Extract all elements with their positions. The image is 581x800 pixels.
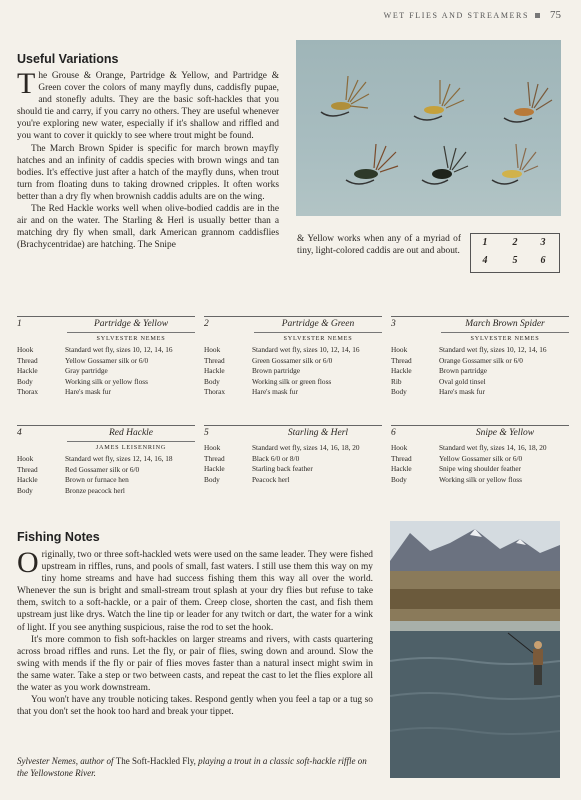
useful-variations-text [17,67,279,251]
caption-post: playing a trout in a classic soft-hackle riffle on the Yellowstone River. [17,756,367,778]
useful-variations-heading: Useful Variations [17,52,119,66]
recipe-row [391,387,569,398]
recipe-row [391,356,569,367]
recipe-value: Hare's mask fur [252,387,298,397]
photo-key-2: 2 [512,237,518,248]
recipe-row [17,345,195,356]
useful-variations-p1: he Grouse & Orange, Partridge & Yellow, and Partridge & Green cover the colors of many mayfly duns, caddisfly pupae, and stonefly adults. They are the basic soft-hackles that you should tie and carry, if you carry no others. They are useful whenever you're exploring new water, especially if it's shallow and riffled and you want to cover it quickly to see where trout might be found. [17,71,279,142]
recipe-key: Rib [391,376,402,386]
pattern-tier: SYLVESTER NEMES [254,332,382,342]
pattern-number: 1 [17,319,22,329]
pattern-card-3 [391,316,569,398]
recipe-value: Black 6/0 or 8/0 [252,453,300,463]
useful-variations-continued [297,233,461,257]
recipe-value: Yellow Gossamer silk or 6/0 [439,453,523,463]
recipe-row [204,345,382,356]
recipe-key: Hackle [391,366,412,376]
pattern-title: Red Hackle [108,428,154,438]
recipe-key: Hook [391,443,408,452]
recipe-value: Working silk or yellow floss [65,376,148,386]
recipe-row [204,475,382,486]
recipe-key: Hackle [204,464,225,474]
photo-key-3: 3 [540,237,546,248]
fishing-notes-heading: Fishing Notes [17,530,100,544]
photo-key-4: 4 [482,255,488,266]
recipe-value: Yellow Gossamer silk or 6/0 [65,355,149,365]
recipe-value: Hare's mask fur [439,387,485,397]
recipe-row [391,377,569,388]
recipe-row [17,387,195,398]
recipe-value: Hare's mask fur [65,387,111,397]
recipe-key: Body [391,387,407,397]
recipe-row [17,377,195,388]
recipe-key: Hackle [17,475,38,485]
river-scene [390,521,560,778]
pattern-title: Partridge & Green [281,319,355,329]
pattern-card-2 [204,316,382,398]
fly-1 [321,76,369,116]
caption-pre: author of [77,756,116,766]
pattern-number: 6 [391,428,396,438]
recipe-value: Standard wet fly, sizes 10, 12, 14, 16 [65,345,173,354]
recipe-key: Hook [204,345,221,354]
pattern-card-5 [204,425,382,485]
recipe-value: Standard wet fly, sizes 12, 14, 16, 18 [65,454,173,463]
recipe-value: Working silk or yellow floss [439,474,522,484]
recipe-key: Thread [391,453,412,463]
recipe-row [17,366,195,377]
pattern-number: 5 [204,428,209,438]
pattern-title: Snipe & Yellow [475,428,535,438]
recipe-row [17,475,195,486]
recipe-key: Body [391,474,407,484]
recipe-value: Working silk or green floss [252,376,332,386]
recipe-key: Hackle [391,464,412,474]
recipe-key: Thread [391,355,412,365]
recipe-key: Thorax [204,387,226,397]
recipe-row [204,443,382,454]
recipe-value: Standard wet fly, sizes 14, 16, 18, 20 [252,443,360,452]
pattern-tier: SYLVESTER NEMES [67,332,195,342]
fly-2 [414,80,464,120]
recipe-value: Peacock herl [252,474,290,484]
recipe-key: Hook [204,443,221,452]
pattern-tier: JAMES LEISENRING [67,441,195,451]
photo-key-grid [470,233,560,273]
recipe-key: Body [204,376,220,386]
recipe-key: Body [17,485,33,495]
recipe-value: Gray partridge [65,366,108,376]
recipe-value: Red Gossamer silk or 6/0 [65,464,140,474]
running-title: WET FLIES AND STREAMERS [383,11,529,20]
fishing-notes-text [17,546,373,718]
recipe-key: Thorax [17,387,39,397]
recipe-key: Hook [17,454,34,463]
recipe-value: Bronze peacock herl [65,485,125,495]
recipe-row [17,356,195,367]
useful-variations-p2: The March Brown Spider is specific for march brown mayfly hatches and an infinity of caddis species with brown wings and tan bodies. It's effective just after a hatch of the mayfly duns, when trout turn from floating duns to taking drowned cripples. It often works better than a dry fly when brownish caddis adults are on the wing. [17,143,279,202]
running-header [0,0,581,28]
fishing-notes-dropcap: O [17,546,39,579]
useful-variations-p3: The Red Hackle works well when olive-bodied caddis are in the air and on the water. The Starling & Herl is usually better than a matching dry fly when small, dark American grannom caddisflies (Brachycentridae) are hatching. The Snipe [17,204,279,251]
recipe-key: Thread [204,355,225,365]
recipe-value: Oval gold tinsel [439,376,486,386]
caption-book-title: The Soft-Hackled Fly, [115,756,196,766]
recipe-value: Brown or furnace hen [65,475,129,485]
fishing-notes-p3: You won't have any trouble noticing takes. Respond gently when you feel a tap or a tug so that you don't set the hook too hard and break your tippet. [17,695,373,718]
recipe-row [17,486,195,497]
recipe-row [204,377,382,388]
page-number: 75 [550,9,561,21]
recipe-value: Brown partridge [252,366,301,376]
recipe-key: Hackle [204,366,225,376]
pattern-number: 3 [391,319,396,329]
pattern-tier: SYLVESTER NEMES [441,332,569,342]
recipe-key: Hackle [17,366,38,376]
recipe-key: Hook [17,345,34,354]
recipe-key: Hook [391,345,408,354]
recipe-value: Orange Gossamer silk or 6/0 [439,355,523,365]
caption-person: Sylvester Nemes, [17,756,78,766]
recipe-row [391,443,569,454]
header-square-icon [535,13,540,18]
pattern-number: 2 [204,319,209,329]
recipe-value: Standard wet fly, sizes 14, 16, 18, 20 [439,443,547,452]
fishing-notes-p2: It's more common to fish soft-hackles on larger streams and rivers, with casts quartering across broad riffles and runs. Let the fly, or pair of flies, swing down and around. Slow the swing with mends if the fly or pair of flies moves faster than a natural insect might swim in the same water. Take a step or two between casts, and repeat the cast to let the flies explore all the water as you work downstream. [17,634,373,694]
recipe-row [17,465,195,476]
recipe-key: Body [17,376,33,386]
pattern-title: Starling & Herl [287,428,349,438]
recipe-row [204,366,382,377]
recipe-row [204,464,382,475]
recipe-value: Brown partridge [439,366,488,376]
recipe-row [391,475,569,486]
pattern-number: 4 [17,428,22,438]
recipe-row [204,454,382,465]
fly-4 [346,144,398,184]
river-fishing-photo [390,521,560,778]
recipe-row [391,345,569,356]
useful-variations-p3-cont: & Yellow works when any of a myriad of tiny, light-colored caddis are out and about. [297,234,461,257]
fly-5 [422,146,468,184]
photo-key-1: 1 [482,237,488,248]
recipe-key: Thread [17,355,38,365]
recipe-row [17,454,195,465]
fly-6 [492,144,538,184]
recipe-key: Thread [17,464,38,474]
recipe-row [204,387,382,398]
flies-illustration [296,40,561,216]
pattern-card-6 [391,425,569,485]
recipe-value: Snipe wing shoulder feather [439,464,522,474]
useful-variations-dropcap: T [17,67,36,100]
photo-caption [17,755,377,779]
recipe-row [391,366,569,377]
soft-hackle-flies-photo [296,40,561,216]
fly-3 [504,82,552,122]
recipe-value: Standard wet fly, sizes 10, 12, 14, 16 [439,345,547,354]
pattern-title: March Brown Spider [465,319,545,329]
recipe-key: Body [204,474,220,484]
photo-key-6: 6 [540,255,546,266]
recipe-row [391,454,569,465]
recipe-value: Green Gossamer silk or 6/0 [252,355,333,365]
pattern-card-4 [17,425,195,496]
fishing-notes-p1: riginally, two or three soft-hackled wets were used on the same leader. They were fished upstream in riffles, runs, and pools of small, fast waters. I still use them this way on my tiny home streams and have had success fishing them this way all over the world. Whenever the sun is bright and small-stream trout splash at your dry flies but refuse to take them, switch to a soft-hackle, or a pair of them. Creep close, shorten the cast, and fish them upstream just like drys. Watch the line tip or leader for any twitch or dart, the water for a wink of light. If you see anything suspicious, raise the rod to set the hook. [17,550,373,633]
recipe-value: Starling back feather [252,464,313,474]
recipe-row [204,356,382,367]
photo-key-5: 5 [512,255,518,266]
recipe-row [391,464,569,475]
pattern-card-1 [17,316,195,398]
recipe-key: Thread [204,453,225,463]
pattern-title: Partridge & Yellow [93,319,169,329]
recipe-value: Standard wet fly, sizes 10, 12, 14, 16 [252,345,360,354]
